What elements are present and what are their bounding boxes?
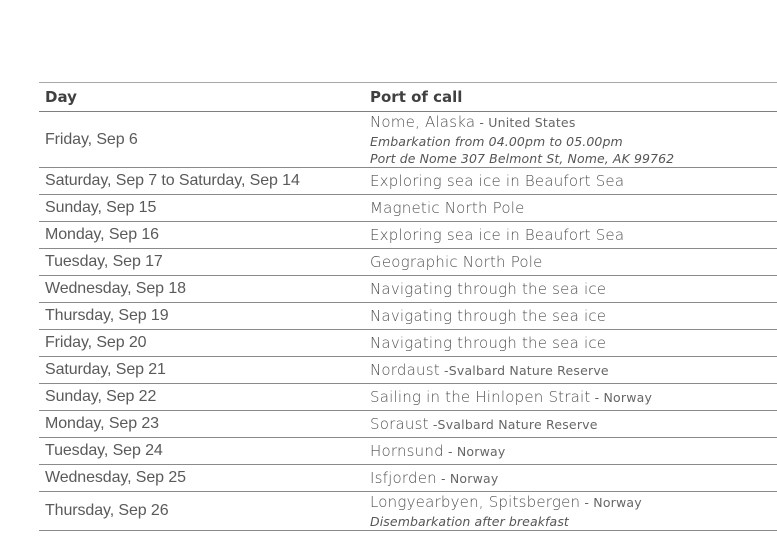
table-row	[39, 411, 777, 438]
port-cell	[364, 112, 777, 168]
port-country: - Norway	[436, 471, 499, 486]
port-name: Exploring sea ice in Beaufort Sea	[370, 226, 625, 244]
table-row	[39, 249, 777, 276]
port-note: Disembarkation after breakfast	[370, 514, 569, 529]
day-cell: Wednesday, Sep 25	[45, 469, 186, 486]
port-name: Sailing in the Hinlopen Strait	[370, 388, 591, 406]
header-row	[39, 83, 777, 112]
table-row	[39, 330, 777, 357]
table-row	[39, 168, 777, 195]
port-name: Navigating through the sea ice	[370, 280, 607, 298]
table-row	[39, 112, 777, 168]
itinerary-table	[39, 82, 777, 531]
port-cell	[364, 465, 777, 492]
port-line	[370, 492, 777, 513]
port-cell	[364, 222, 777, 249]
port-cell	[364, 411, 777, 438]
day-cell: Saturday, Sep 7 to Saturday, Sep 14	[45, 172, 300, 189]
port-cell	[364, 330, 777, 357]
table-row	[39, 276, 777, 303]
port-name: Isfjorden	[370, 469, 437, 487]
table-row	[39, 492, 777, 531]
column-header-port: Port of call	[370, 88, 463, 106]
port-line	[370, 112, 777, 133]
port-country: - United States	[475, 115, 576, 130]
table-row	[39, 465, 777, 492]
day-cell: Wednesday, Sep 18	[45, 280, 186, 297]
port-note: Port de Nome 307 Belmont St, Nome, AK 99762	[370, 151, 675, 166]
port-name: Soraust	[370, 415, 429, 433]
day-cell: Tuesday, Sep 17	[45, 253, 163, 270]
port-name: Longyearbyen, Spitsbergen	[370, 493, 581, 511]
port-cell	[364, 438, 777, 465]
table-row	[39, 222, 777, 249]
port-cell	[364, 303, 777, 330]
port-name: Navigating through the sea ice	[370, 307, 607, 325]
column-header-day: Day	[45, 88, 77, 106]
port-cell	[364, 195, 777, 222]
port-country: - Norway	[443, 444, 506, 459]
day-cell: Sunday, Sep 22	[45, 388, 157, 405]
table-row	[39, 195, 777, 222]
day-cell: Saturday, Sep 21	[45, 361, 166, 378]
port-name: Hornsund	[370, 442, 444, 460]
table-row	[39, 384, 777, 411]
port-name: Geographic North Pole	[370, 253, 543, 271]
table-row	[39, 357, 777, 384]
day-cell: Friday, Sep 6	[45, 130, 138, 148]
port-name: Navigating through the sea ice	[370, 334, 607, 352]
day-cell: Monday, Sep 23	[45, 415, 159, 432]
table-header	[39, 83, 777, 112]
port-name: Exploring sea ice in Beaufort Sea	[370, 172, 625, 190]
port-country: - Norway	[580, 495, 642, 510]
port-name: Nordaust	[370, 361, 440, 379]
day-cell: Thursday, Sep 19	[45, 307, 169, 324]
port-cell	[364, 357, 777, 384]
port-cell	[364, 276, 777, 303]
port-cell	[364, 168, 777, 195]
port-note: Embarkation from 04.00pm to 05.00pm	[370, 134, 623, 149]
itinerary-page	[39, 82, 777, 531]
port-country: -Svalbard Nature Reserve	[428, 417, 598, 432]
day-cell: Sunday, Sep 15	[45, 199, 157, 216]
table-row	[39, 438, 777, 465]
port-cell	[364, 249, 777, 276]
day-cell: Thursday, Sep 26	[45, 502, 169, 519]
port-name: Magnetic North Pole	[370, 199, 525, 217]
port-cell	[364, 492, 777, 531]
day-cell: Friday, Sep 20	[45, 334, 147, 351]
port-country: - Norway	[590, 390, 653, 405]
port-cell	[364, 384, 777, 411]
port-name: Nome, Alaska	[370, 113, 476, 131]
day-cell: Monday, Sep 16	[45, 226, 159, 243]
day-cell: Tuesday, Sep 24	[45, 442, 163, 459]
port-country: -Svalbard Nature Reserve	[439, 363, 609, 378]
table-row	[39, 303, 777, 330]
table-body	[39, 112, 777, 531]
